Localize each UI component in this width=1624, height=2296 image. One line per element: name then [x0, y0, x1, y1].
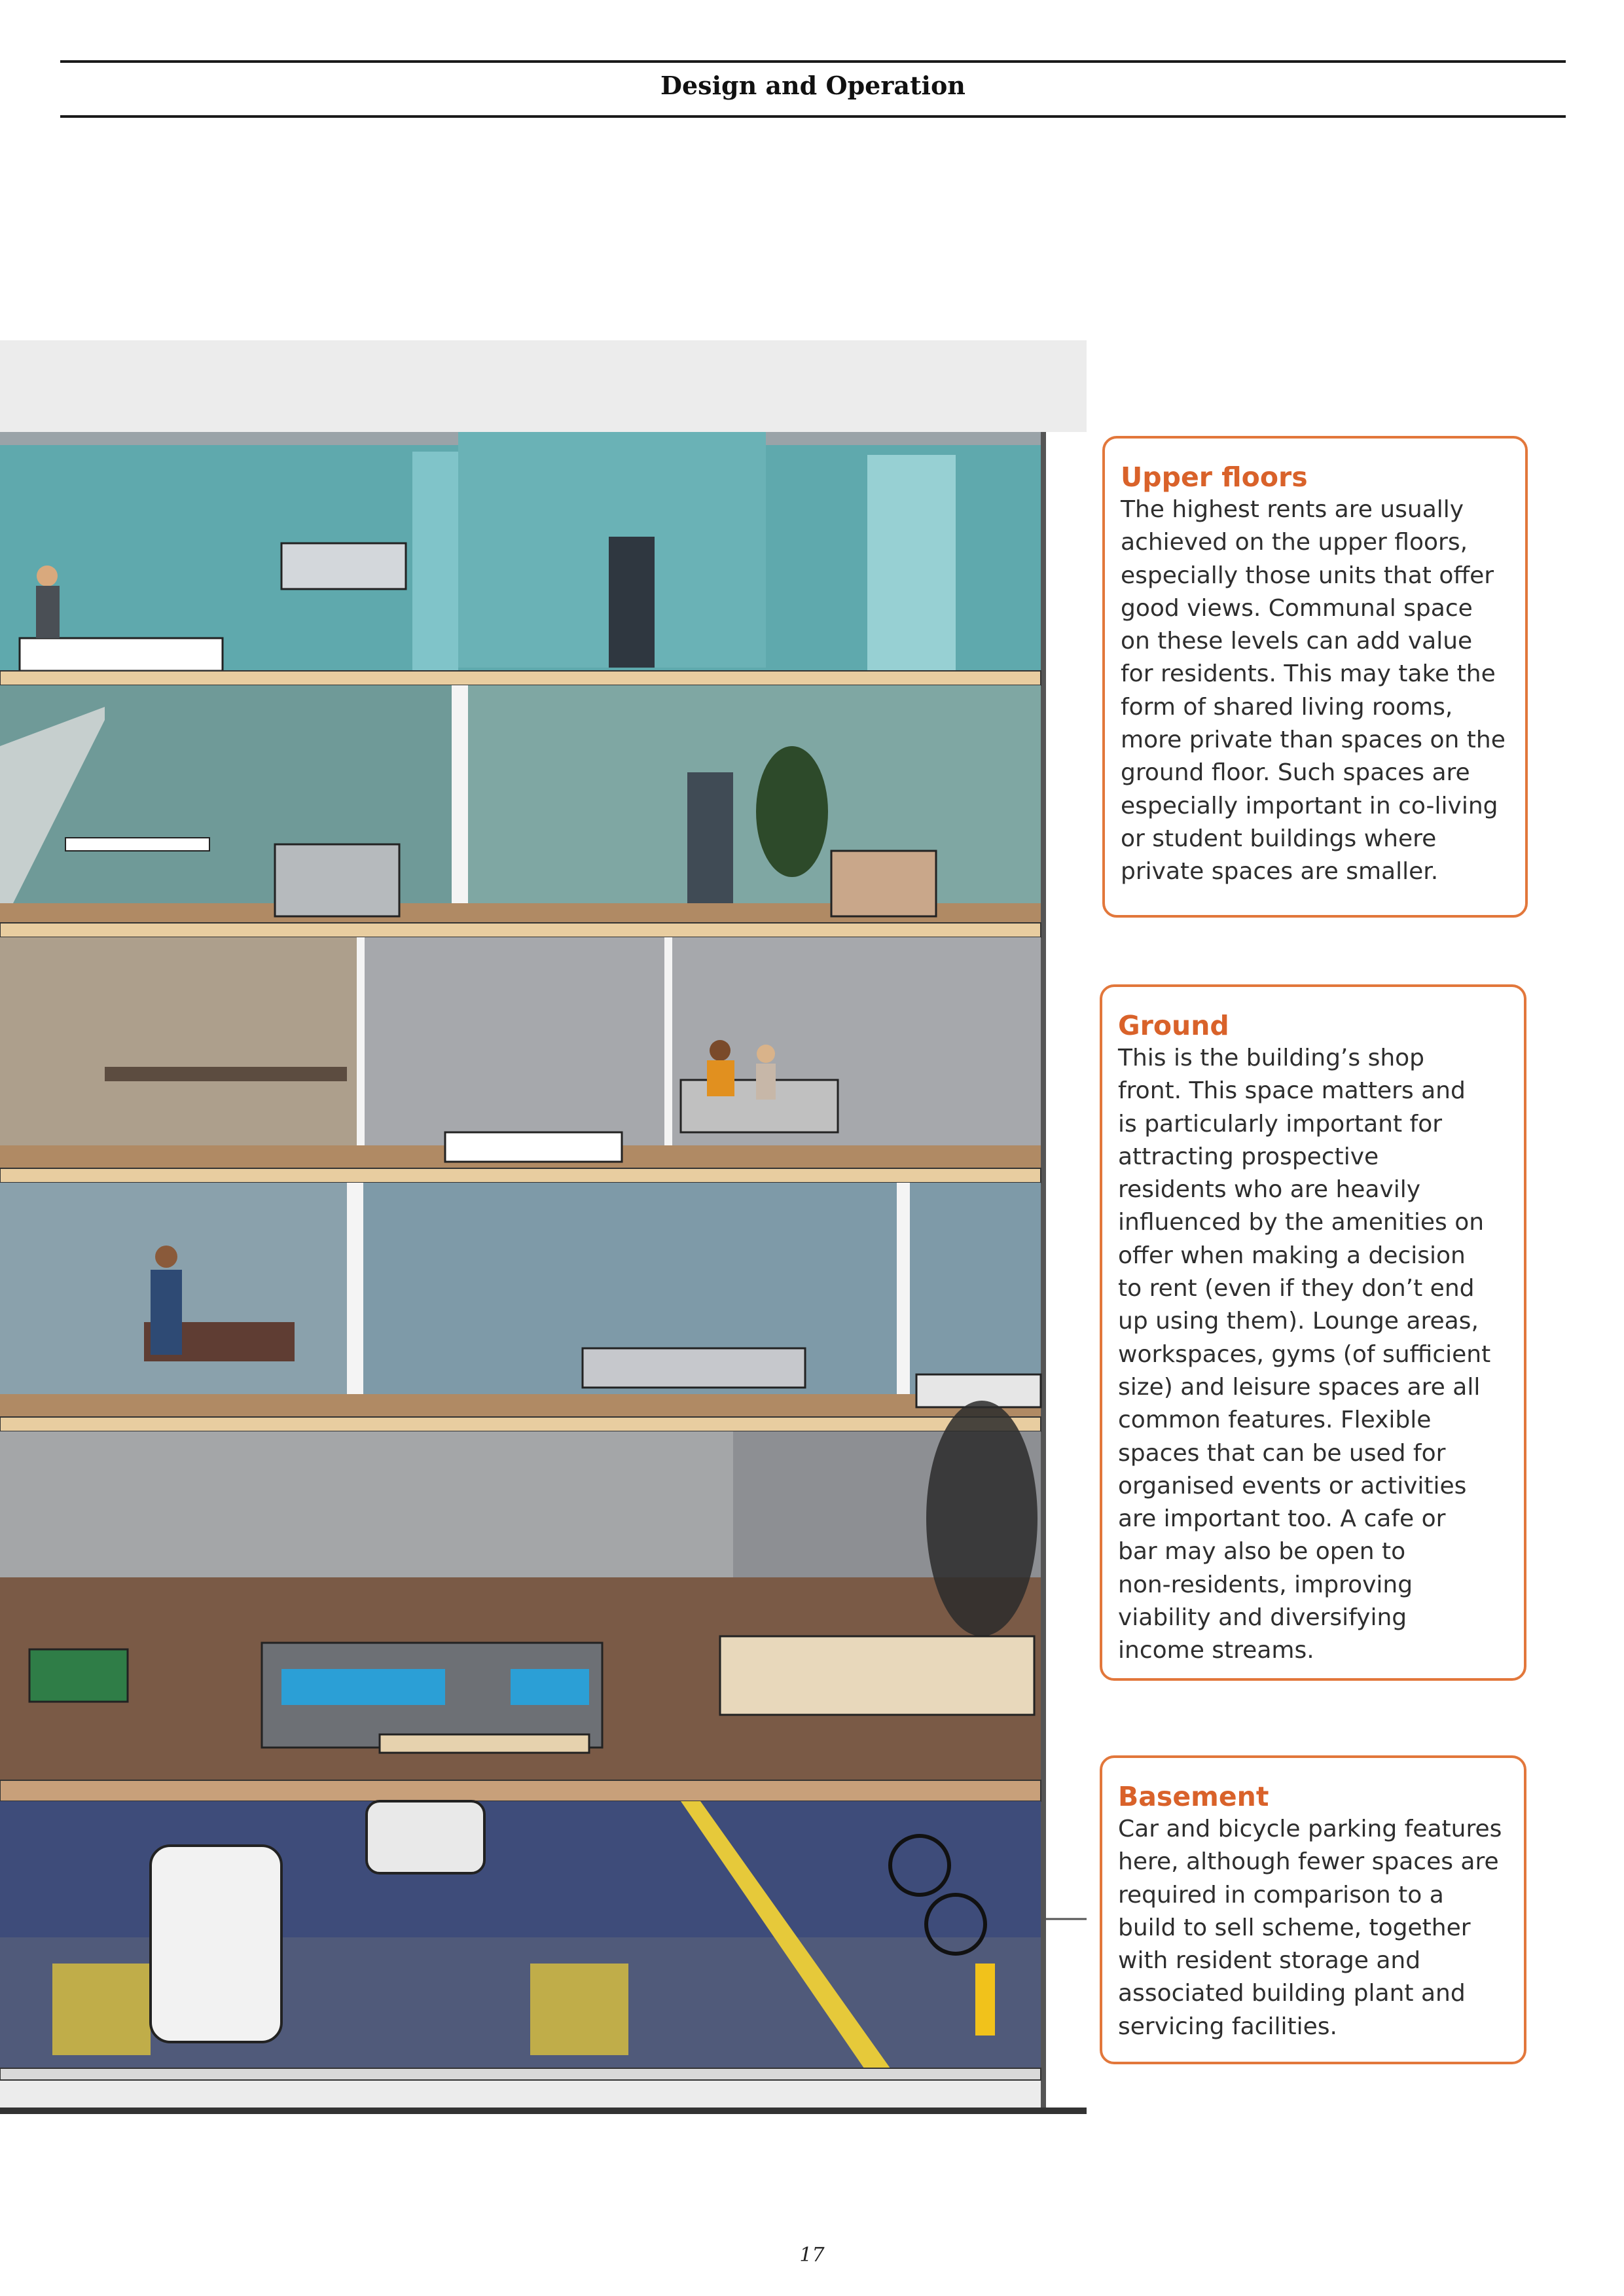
callout-basement-body: Car and bicycle parking features here, although fewer spaces are required in comparison to a build to sell scheme, together with resident storage and associated building plant and servicing facilities.	[1118, 1816, 1502, 2040]
callout-ground	[1100, 984, 1526, 1681]
callout-ground-body: This is the building’s shop front. This space matters and is particularly important for attracting prospective residents who are heavily influenced by the amenities on offer when making a decision to rent (even if they don’t end up using them). Lounge areas, workspaces, gyms (of sufficient size) and leisure spaces are all common features. Flexible spaces that can be used for organised events or activities are important too. A cafe or bar may also be open to non-residents, improving viability and diversifying income streams.	[1118, 1045, 1491, 1664]
floor-level-2	[0, 1183, 1041, 1431]
floor-level-3	[0, 937, 1041, 1183]
callout-upper-floors-title: Upper floors	[1121, 461, 1308, 493]
header-rule-bottom	[60, 115, 1566, 118]
callout-basement-title: Basement	[1118, 1781, 1269, 1812]
callout-upper-floors-body: The highest rents are usually achieved on the upper floors, especially those units that offer good views. Communal space on these levels can add value for residents. This may take the form of shared living rooms, more private than spaces on the ground floor. Such spaces are especially important in co-living or student buildings where private spaces are smaller.	[1121, 496, 1506, 886]
floor-level-5	[0, 432, 1041, 685]
floor-level-4	[0, 685, 1041, 937]
running-header: Design and Operation	[660, 71, 965, 100]
ground-floor	[0, 1401, 1041, 1801]
callout-ground-title: Ground	[1118, 1010, 1229, 1041]
building-section-illustration	[0, 340, 1087, 2114]
page-number: 17	[799, 2244, 825, 2267]
callout-basement	[1100, 1755, 1526, 2064]
basement-level	[0, 1801, 1041, 2080]
callout-upper-floors	[1102, 436, 1528, 918]
header-rule-top	[60, 60, 1566, 63]
